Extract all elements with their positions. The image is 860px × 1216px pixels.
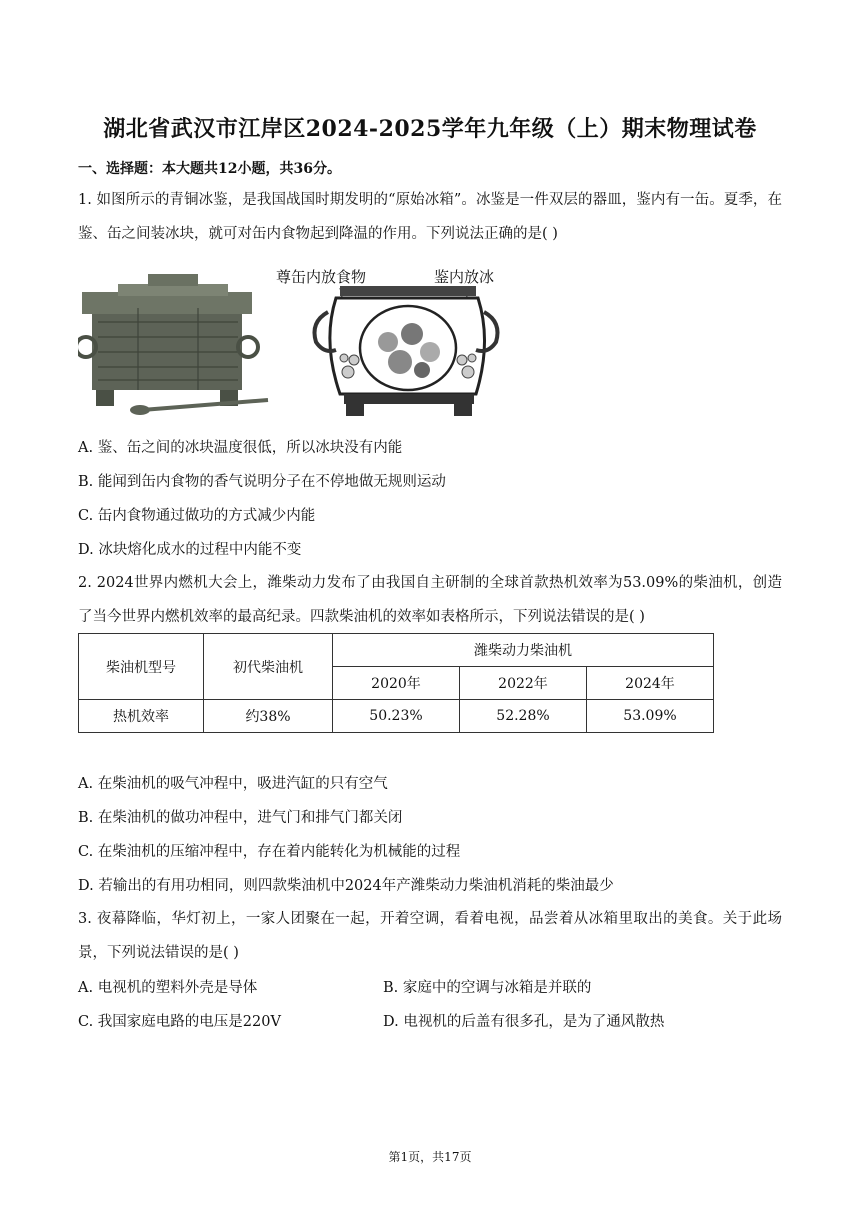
question-1-stem: 1. 如图所示的青铜冰鉴，是我国战国时期发明的“原始冰箱”。冰鉴是一件双层的器皿，鉴内有一缶。夏季，在鉴、缶之间装冰块，就可对缶内食物起到降温的作用。下列说法正确的是( ) — [78, 192, 782, 242]
page-footer: 第1页，共17页 — [388, 1150, 472, 1164]
question-3-option-d[interactable]: D. 电视机的后盖有很多孔，是为了通风散热 — [383, 1014, 665, 1030]
question-3-stem: 3. 夜幕降临，华灯初上，一家人团聚在一起，开着空调，看着电视，品尝着从冰箱里取出的美食。关于此场景，下列说法错误的是( ) — [78, 911, 782, 961]
table-cell-2024: 53.09% — [587, 700, 714, 733]
question-1-option-c[interactable]: C. 缶内食物通过做功的方式减少内能 — [78, 508, 316, 524]
table-header-year-2022: 2022年 — [460, 667, 587, 700]
question-3-option-a[interactable]: A. 电视机的塑料外壳是导体 — [78, 980, 258, 996]
question-2-option-a[interactable]: A. 在柴油机的吸气冲程中，吸进汽缸的只有空气 — [78, 776, 388, 792]
question-3-option-b[interactable]: B. 家庭中的空调与冰箱是并联的 — [383, 980, 592, 996]
table-cell-first-gen: 约38% — [204, 700, 333, 733]
page-title: 湖北省武汉市江岸区2024-2025学年九年级（上）期末物理试卷 — [103, 116, 757, 142]
question-3-option-c[interactable]: C. 我国家庭电路的电压是220V — [78, 1014, 281, 1030]
table-header-first-gen: 初代柴油机 — [204, 634, 333, 700]
question-2-stem: 2. 2024世界内燃机大会上，潍柴动力发布了由我国自主研制的全球首款热机效率为53.09%的柴油机，创造了当今世界内燃机效率的最高纪录。四款柴油机的效率如表格所示，下列说法错误的是( ) — [78, 575, 782, 625]
bronze-chest-photo — [78, 274, 268, 415]
question-2-option-b[interactable]: B. 在柴油机的做功冲程中，进气门和排气门都关闭 — [78, 810, 403, 826]
section-heading: 一、选择题：本大题共12小题，共36分。 — [78, 161, 341, 177]
figure-label-ice: 鉴内放冰 — [434, 268, 495, 286]
question-1-option-d[interactable]: D. 冰块熔化成水的过程中内能不变 — [78, 542, 302, 558]
table-header-year-2020: 2020年 — [333, 667, 460, 700]
bronze-ice-chest-figure — [78, 262, 508, 420]
table-header-weichai: 潍柴动力柴油机 — [333, 634, 714, 667]
table-header-model: 柴油机型号 — [79, 634, 204, 700]
question-2-option-d[interactable]: D. 若输出的有用功相同，则四款柴油机中2024年产潍柴动力柴油机消耗的柴油最少 — [78, 878, 614, 894]
question-1-option-a[interactable]: A. 鉴、缶之间的冰块温度很低，所以冰块没有内能 — [78, 440, 403, 456]
cross-section-drawing — [276, 268, 498, 416]
table-header-year-2024: 2024年 — [587, 667, 714, 700]
table-cell-2022: 52.28% — [460, 700, 587, 733]
efficiency-table — [78, 633, 714, 733]
question-1-option-b[interactable]: B. 能闻到缶内食物的香气说明分子在不停地做无规则运动 — [78, 474, 446, 490]
table-row-label: 热机效率 — [79, 700, 204, 733]
figure-label-food: 尊缶内放食物 — [276, 268, 367, 286]
question-2-option-c[interactable]: C. 在柴油机的压缩冲程中，存在着内能转化为机械能的过程 — [78, 844, 461, 860]
table-cell-2020: 50.23% — [333, 700, 460, 733]
